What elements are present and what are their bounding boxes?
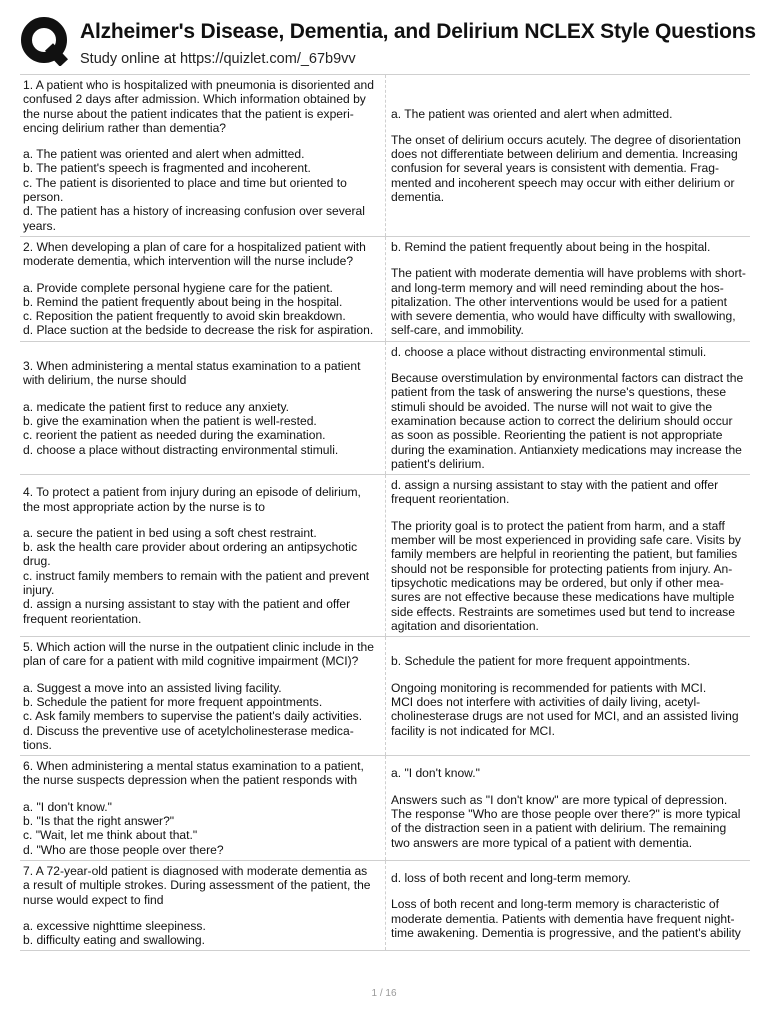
- rationale-text: dementia.: [391, 190, 445, 205]
- answer-cell: [386, 236, 751, 341]
- answer-option: a. Provide complete personal hygiene care for the patient.: [23, 280, 333, 295]
- rationale-text: as soon as possible. Reorienting the patient is not appropriate: [391, 428, 723, 443]
- correct-answer: b. Schedule the patient for more frequent appointments.: [391, 654, 691, 669]
- answer-option: c. Ask family members to supervise the patient's daily activities.: [23, 709, 363, 724]
- answer-option: years.: [23, 218, 56, 233]
- rationale-text: during the examination. Antianxiety medications may increase the: [391, 442, 742, 457]
- question-text: 2. When developing a plan of care for a hospitalized patient with: [23, 239, 366, 254]
- answer-option: c. instruct family members to remain with the patient and prevent: [23, 568, 370, 583]
- correct-answer: d. choose a place without distracting environmental stimuli.: [391, 344, 707, 359]
- question-answer-table: [20, 74, 750, 951]
- answer-option: d. assign a nursing assistant to stay with the patient and offer: [23, 597, 351, 612]
- spacer: [391, 254, 746, 266]
- rationale-text: facility is not indicated for MCI.: [391, 723, 555, 738]
- answer-option: injury.: [23, 583, 55, 598]
- qa-row: [20, 475, 750, 637]
- correct-answer: a. The patient was oriented and alert when admitted.: [391, 106, 673, 121]
- question-text: moderate dementia, which intervention will the nurse include?: [23, 254, 354, 269]
- question-text: confused 2 days after admission. Which information obtained by: [23, 92, 366, 107]
- answer-option: a. "I don't know.": [23, 799, 112, 814]
- answer-option: a. Suggest a move into an assisted living facility.: [23, 680, 282, 695]
- rationale-text: mented and incoherent speech may occur with either delirium or: [391, 175, 735, 190]
- page-header: [0, 0, 768, 74]
- rationale-text: The priority goal is to protect the patient from harm, and a staff: [391, 518, 725, 533]
- rationale-text: moderate dementia. Patients with dementia have frequent night-: [391, 911, 735, 926]
- rationale-text: and long-term memory and will need reminding about the hos-: [391, 280, 724, 295]
- answer-option: d. Discuss the preventive use of acetylcholinesterase medica-: [23, 723, 354, 738]
- rationale-text: confusion for several years is consistent with dementia. Frag-: [391, 161, 720, 176]
- rationale-text: two answers are more typical of a patient with dementia.: [391, 835, 693, 850]
- correct-answer: d. loss of both recent and long-term memory.: [391, 871, 631, 886]
- spacer: [23, 388, 381, 400]
- answer-option: tions.: [23, 737, 52, 752]
- correct-answer: b. Remind the patient frequently about being in the hospital.: [391, 239, 711, 254]
- question-text: the nurse about the patient indicates that the patient is experi-: [23, 106, 354, 121]
- quizlet-q-logo-icon: [20, 16, 70, 66]
- spacer: [23, 907, 381, 919]
- rationale-text: self-care, and immobility.: [391, 323, 524, 338]
- rationale-text: family members are helpful in reorienting the patient, but families: [391, 547, 738, 562]
- question-cell: [20, 75, 386, 237]
- spacer: [23, 135, 381, 147]
- question-cell: [20, 236, 386, 341]
- rationale-text: of the distraction seen in a patient with delirium. The remaining: [391, 821, 727, 836]
- answer-cell: [386, 756, 751, 861]
- question-text: 5. Which action will the nurse in the outpatient clinic include in the: [23, 640, 374, 655]
- spacer: [391, 669, 746, 681]
- rationale-text: does not differentiate between delirium and dementia. Increasing: [391, 147, 738, 162]
- answer-option: c. Reposition the patient frequently to avoid skin breakdown.: [23, 309, 346, 324]
- rationale-text: The response "Who are those people over there?" is more typical: [391, 806, 741, 821]
- question-cell: [20, 475, 386, 637]
- answer-option: b. Remind the patient frequently about being in the hospital.: [23, 294, 343, 309]
- answer-option: d. Place suction at the bedside to decrease the risk for aspiration.: [23, 323, 374, 338]
- qa-row: [20, 75, 750, 237]
- rationale-text: cholinesterase drugs are not used for MCI, and an assisted living: [391, 709, 739, 724]
- answer-option: b. "Is that the right answer?": [23, 814, 175, 829]
- question-text: the most appropriate action by the nurse is to: [23, 499, 266, 514]
- page-number: 1 / 16: [371, 988, 397, 999]
- answer-option: b. Schedule the patient for more frequent appointments.: [23, 694, 323, 709]
- answer-option: a. secure the patient in bed using a soft chest restraint.: [23, 525, 317, 540]
- spacer: [391, 781, 746, 793]
- spacer: [23, 269, 381, 281]
- correct-answer: a. "I don't know.": [391, 766, 480, 781]
- answer-option: c. The patient is disoriented to place and time but oriented to: [23, 175, 347, 190]
- answer-cell: [386, 637, 751, 756]
- answer-option: frequent reorientation.: [23, 611, 142, 626]
- answer-option: b. difficulty eating and swallowing.: [23, 933, 205, 948]
- rationale-text: sures are not effective because these medications have multiple: [391, 590, 735, 605]
- answer-cell: [386, 341, 751, 474]
- answer-option: b. give the examination when the patient is well-rested.: [23, 413, 317, 428]
- rationale-text: tipsychotic medications may be ordered, but only if other mea-: [391, 575, 724, 590]
- answer-cell: [386, 75, 751, 237]
- qa-row: [20, 860, 750, 950]
- question-text: nurse would expect to find: [23, 892, 164, 907]
- question-text: 3. When administering a mental status examination to a patient: [23, 359, 361, 374]
- spacer: [391, 885, 746, 897]
- question-text: a result of multiple strokes. During assessment of the patient, the: [23, 878, 371, 893]
- rationale-text: MCI does not interfere with activities of daily living, acetyl-: [391, 694, 701, 709]
- spacer: [23, 669, 381, 681]
- rationale-text: Loss of both recent and long-term memory is characteristic of: [391, 897, 720, 912]
- question-text: 4. To protect a patient from injury during an episode of delirium,: [23, 485, 361, 500]
- qa-row: [20, 341, 750, 474]
- rationale-text: should not be responsible for protecting patients from injury. An-: [391, 561, 733, 576]
- rationale-text: Answers such as "I don't know" are more typical of depression.: [391, 792, 728, 807]
- answer-option: a. medicate the patient first to reduce any anxiety.: [23, 399, 289, 414]
- spacer: [391, 507, 746, 519]
- rationale-text: Ongoing monitoring is recommended for patients with MCI.: [391, 680, 707, 695]
- question-cell: [20, 860, 386, 950]
- rationale-text: patient's delirium.: [391, 456, 485, 471]
- study-link[interactable]: Study online at https://quizlet.com/_67b9vv: [80, 51, 356, 67]
- rationale-text: The patient with moderate dementia will have problems with short-: [391, 266, 746, 281]
- question-text: encing delirium rather than dementia?: [23, 120, 227, 135]
- rationale-text: patient from the task of answering the nurse's questions, these: [391, 385, 727, 400]
- answer-option: b. ask the health care provider about ordering an antipsychotic: [23, 540, 358, 555]
- rationale-text: time awakening. Dementia is progressive, and the patient's ability: [391, 925, 741, 940]
- qa-row: [20, 236, 750, 341]
- question-text: the nurse suspects depression when the patient responds with: [23, 773, 358, 788]
- rationale-text: pitalization. The other interventions would be used for a patient: [391, 294, 727, 309]
- spacer: [391, 121, 746, 133]
- qa-row: [20, 637, 750, 756]
- answer-option: c. "Wait, let me think about that.": [23, 828, 198, 843]
- answer-option: a. The patient was oriented and alert when admitted.: [23, 147, 305, 162]
- rationale-text: member will be most experienced in providing safe care. Visits by: [391, 533, 741, 548]
- answer-option: a. excessive nighttime sleepiness.: [23, 918, 206, 933]
- answer-option: d. The patient has a history of increasing confusion over several: [23, 204, 365, 219]
- spacer: [391, 359, 746, 371]
- question-text: 7. A 72-year-old patient is diagnosed with moderate dementia as: [23, 863, 368, 878]
- answer-option: d. choose a place without distracting environmental stimuli.: [23, 442, 339, 457]
- rationale-text: stimuli should be avoided. The nurse will not wait to give the: [391, 399, 713, 414]
- rationale-text: Because overstimulation by environmental factors can distract the: [391, 371, 744, 386]
- answer-option: drug.: [23, 554, 51, 569]
- answer-option: b. The patient's speech is fragmented and incoherent.: [23, 161, 311, 176]
- question-cell: [20, 637, 386, 756]
- rationale-text: with severe dementia, who would have difficulty with swallowing,: [391, 309, 736, 324]
- answer-cell: [386, 860, 751, 950]
- answer-option: person.: [23, 190, 64, 205]
- answer-option: c. reorient the patient as needed during the examination.: [23, 428, 326, 443]
- spacer: [23, 788, 381, 800]
- question-text: with delirium, the nurse should: [23, 373, 187, 388]
- rationale-text: agitation and disorientation.: [391, 618, 539, 633]
- correct-answer: frequent reorientation.: [391, 492, 510, 507]
- rationale-text: side effects. Restraints are sometimes used but tend to increase: [391, 604, 735, 619]
- correct-answer: d. assign a nursing assistant to stay with the patient and offer: [391, 478, 719, 493]
- question-cell: [20, 756, 386, 861]
- question-text: plan of care for a patient with mild cognitive impairment (MCI)?: [23, 654, 359, 669]
- question-text: 1. A patient who is hospitalized with pneumonia is disoriented and: [23, 78, 374, 92]
- rationale-text: examination because action to correct the delirium should occur: [391, 413, 733, 428]
- page-title: Alzheimer's Disease, Dementia, and Delirium NCLEX Style Questions: [80, 20, 756, 43]
- question-text: 6. When administering a mental status examination to a patient,: [23, 759, 364, 774]
- rationale-text: The onset of delirium occurs acutely. The degree of disorientation: [391, 132, 741, 147]
- qa-row: [20, 756, 750, 861]
- answer-option: d. "Who are those people over there?: [23, 842, 224, 857]
- spacer: [23, 514, 381, 526]
- question-cell: [20, 341, 386, 474]
- answer-cell: [386, 475, 751, 637]
